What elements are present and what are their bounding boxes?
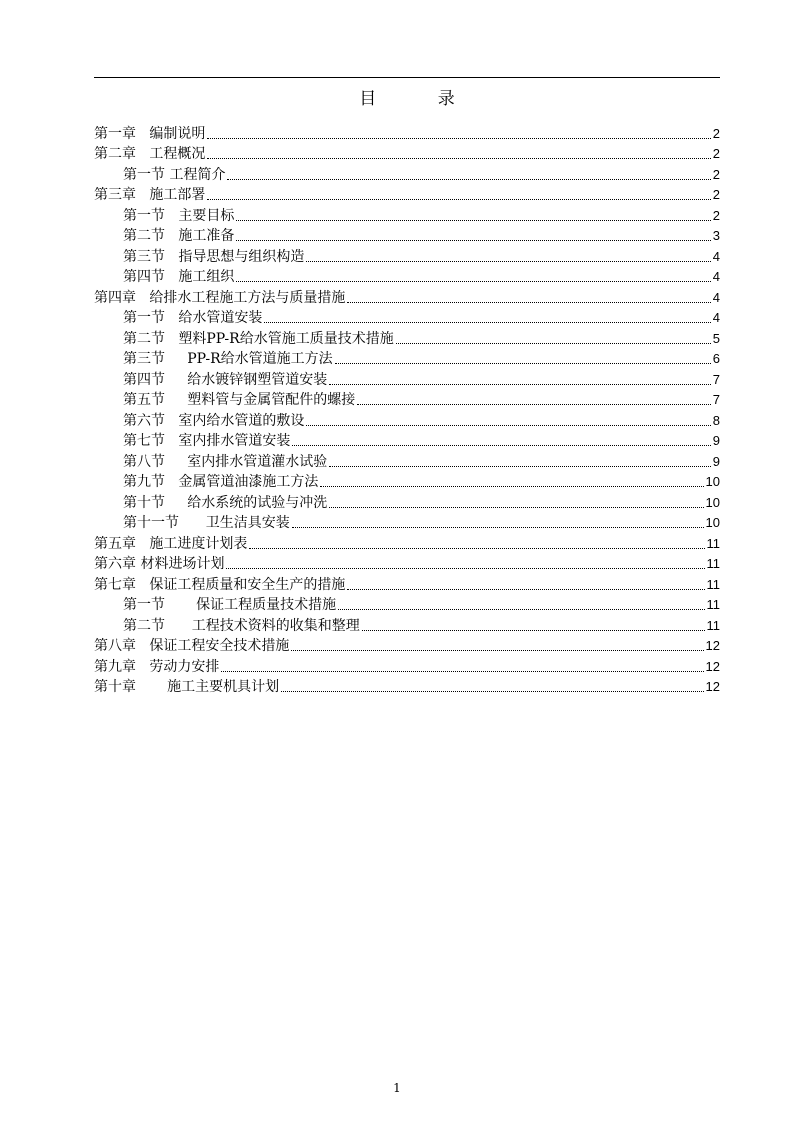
toc-dot-leader [207, 157, 710, 159]
toc-entry-gap [165, 413, 178, 429]
toc-entry-label: 第十节 [123, 494, 165, 511]
toc-entry[interactable] [94, 449, 720, 470]
toc-entry[interactable] [94, 634, 720, 655]
toc-entry-gap [165, 351, 187, 367]
toc-entry-gap [136, 146, 149, 162]
toc-entry-page: 5 [712, 330, 720, 346]
toc-entry-page: 2 [712, 146, 720, 161]
toc-entry-page: 4 [712, 289, 720, 305]
toc-entry-gap [136, 638, 149, 654]
toc-entry-title: 指导思想与组织构造 [178, 248, 305, 265]
toc-entry[interactable] [94, 654, 720, 675]
toc-entry-title: 给水管道安装 [178, 310, 263, 326]
toc-entry-gap [165, 372, 187, 388]
toc-dot-leader [281, 690, 703, 692]
toc-entry-label: 第六节 [123, 412, 165, 429]
toc-dot-leader [221, 670, 703, 672]
toc-entry[interactable] [94, 121, 720, 142]
toc-entry-label: 第六章 [94, 556, 136, 572]
toc-entry-title: 金属管道油漆施工方法 [178, 474, 319, 490]
toc-entry-gap [179, 515, 206, 531]
toc-entry-title: 保证工程安全技术措施 [149, 638, 290, 654]
toc-dot-leader [291, 649, 703, 651]
toc-entry-title: 工程概况 [149, 146, 206, 162]
toc-entry[interactable] [94, 429, 720, 450]
toc-entry-gap [165, 310, 178, 326]
toc-entry-title: 塑料管与金属管配件的螺接 [187, 392, 356, 408]
toc-entry[interactable] [94, 142, 720, 163]
toc-entry-title: 施工主要机具计划 [167, 679, 280, 695]
toc-entry-title: 室内排水管道灌水试验 [187, 453, 328, 470]
toc-entry[interactable] [94, 244, 720, 265]
toc-entry-title: 给水镀锌钢塑管道安装 [187, 371, 328, 388]
toc-entry-label: 第一章 [94, 125, 136, 142]
toc-entry-page: 2 [712, 187, 720, 202]
toc-entry[interactable] [94, 306, 720, 327]
page-title: 目 录 [359, 89, 483, 109]
toc-dot-leader [357, 403, 711, 405]
toc-entry-title: 工程简介 [169, 166, 226, 183]
toc-entry-label: 第十一节 [123, 515, 179, 531]
toc-entry-page: 10 [705, 515, 720, 530]
toc-entry-page: 12 [705, 679, 720, 694]
toc-entry-gap [165, 208, 178, 224]
toc-entry[interactable] [94, 285, 720, 306]
toc-entry-label: 第三节 [123, 248, 165, 265]
toc-entry-page: 11 [706, 597, 720, 612]
toc-entry-title: 室内给水管道的敷设 [178, 412, 305, 429]
toc-entry-label: 第二节 [123, 228, 165, 244]
toc-entry[interactable] [94, 162, 720, 183]
toc-entry-page: 11 [706, 576, 720, 592]
toc-entry[interactable] [94, 572, 720, 593]
toc-dot-leader [236, 280, 710, 282]
toc-entry-gap [165, 228, 178, 244]
toc-entry-gap [165, 474, 178, 490]
toc-entry-title: 施工准备 [178, 228, 235, 244]
toc-dot-leader [292, 444, 710, 446]
toc-entry-gap [165, 331, 178, 347]
toc-dot-leader [236, 219, 710, 221]
toc-dot-leader [226, 567, 704, 569]
toc-entry-page: 9 [712, 453, 720, 469]
toc-entry-page: 11 [706, 556, 720, 571]
toc-entry-page: 9 [712, 433, 720, 448]
toc-entry-page: 7 [712, 371, 720, 387]
toc-entry[interactable] [94, 326, 720, 347]
toc-dot-leader [249, 547, 704, 549]
toc-entry-gap [136, 536, 149, 552]
toc-entry[interactable] [94, 183, 720, 204]
toc-entry-page: 3 [712, 228, 720, 243]
header-rule [94, 77, 720, 78]
toc-dot-leader [347, 301, 710, 303]
toc-entry-gap [136, 577, 149, 593]
toc-entry-label: 第四节 [123, 371, 165, 388]
toc-dot-leader [306, 424, 710, 426]
toc-dot-leader [329, 506, 703, 508]
toc-dot-leader [292, 526, 704, 528]
toc-entry-gap [165, 618, 192, 634]
toc-entry-label: 第九节 [123, 474, 165, 490]
toc-entry-page: 2 [712, 125, 720, 141]
toc-entry-page: 4 [712, 269, 720, 284]
toc-entry-gap [136, 290, 149, 306]
toc-entry[interactable] [94, 203, 720, 224]
toc-entry[interactable] [94, 552, 720, 573]
toc-entry-label: 第一节 [123, 207, 165, 224]
toc-entry-page: 12 [705, 658, 720, 674]
toc-entry-page: 4 [712, 310, 720, 325]
toc-dot-leader [306, 260, 710, 262]
toc-entry-title: 施工部署 [149, 187, 206, 203]
toc-entry-label: 第四节 [123, 269, 165, 285]
toc-entry-gap [165, 433, 178, 449]
toc-entry-label: 第一节 [123, 166, 165, 183]
toc-entry-label: 第五节 [123, 392, 165, 408]
toc-entry-page: 12 [705, 638, 720, 653]
toc-entry-title: 劳动力安排 [149, 658, 220, 675]
toc-entry-title: PP-R给水管道施工方法 [187, 351, 333, 367]
toc-entry-gap [165, 392, 187, 408]
toc-entry-title: 工程技术资料的收集和整理 [191, 617, 360, 634]
toc-entry-label: 第二节 [123, 617, 165, 634]
toc-entry-page: 8 [712, 412, 720, 428]
toc-entry-page: 11 [706, 535, 720, 551]
toc-entry-gap [136, 187, 149, 203]
toc-entry-label: 第十章 [94, 679, 136, 695]
toc-entry-label: 第四章 [94, 289, 136, 306]
toc-entry-label: 第一节 [123, 310, 165, 326]
toc-entry-label: 第二章 [94, 146, 136, 162]
toc-entry-title: 给排水工程施工方法与质量措施 [149, 289, 346, 306]
toc-entry[interactable] [94, 367, 720, 388]
toc-entry[interactable] [94, 224, 720, 245]
toc-entry[interactable] [94, 675, 720, 696]
toc-entry-title: 施工组织 [178, 269, 235, 285]
page-number: 1 [393, 1081, 401, 1095]
toc-entry-label: 第七章 [94, 576, 136, 593]
toc-dot-leader [264, 321, 710, 323]
toc-entry-title: 卫生洁具安装 [205, 515, 290, 531]
toc-entry-page: 2 [712, 207, 720, 223]
table-of-contents [94, 121, 720, 695]
toc-entry[interactable] [94, 388, 720, 409]
toc-entry-gap [136, 679, 167, 695]
toc-entry[interactable] [94, 593, 720, 614]
toc-entry-page: 10 [705, 474, 720, 489]
toc-dot-leader [329, 465, 711, 467]
toc-entry-label: 第八节 [123, 453, 165, 470]
toc-entry-label: 第三节 [123, 351, 165, 367]
toc-entry-label: 第九章 [94, 658, 136, 675]
toc-entry-gap [136, 126, 149, 142]
toc-entry-page: 7 [712, 392, 720, 407]
toc-entry-page: 10 [705, 494, 720, 510]
toc-entry-gap [136, 659, 149, 675]
toc-dot-leader [227, 178, 710, 180]
toc-entry[interactable] [94, 408, 720, 429]
toc-entry-label: 第七节 [123, 433, 165, 449]
toc-entry-title: 施工进度计划表 [149, 535, 248, 552]
toc-entry[interactable] [94, 613, 720, 634]
toc-dot-leader [338, 608, 704, 610]
toc-entry[interactable] [94, 347, 720, 368]
toc-entry-label: 第二节 [123, 330, 165, 347]
toc-dot-leader [207, 137, 710, 139]
toc-entry[interactable] [94, 511, 720, 532]
toc-entry-page: 4 [712, 248, 720, 264]
toc-entry-title: 保证工程质量和安全生产的措施 [149, 576, 346, 593]
toc-entry-label: 第三章 [94, 187, 136, 203]
toc-entry-title: 主要目标 [178, 207, 235, 224]
toc-dot-leader [362, 629, 705, 631]
toc-dot-leader [335, 362, 711, 364]
toc-entry-title: 室内排水管道安装 [178, 433, 291, 449]
toc-entry-label: 第八章 [94, 638, 136, 654]
toc-dot-leader [236, 239, 710, 241]
toc-entry-gap [165, 249, 178, 265]
toc-entry-label: 第一节 [123, 597, 165, 613]
toc-entry[interactable] [94, 265, 720, 286]
toc-entry[interactable] [94, 490, 720, 511]
toc-entry-title: 给水系统的试验与冲洗 [187, 494, 328, 511]
toc-entry-gap [165, 597, 196, 613]
toc-entry[interactable] [94, 470, 720, 491]
toc-entry-gap [165, 269, 178, 285]
toc-dot-leader [320, 485, 703, 487]
toc-entry-title: 材料进场计划 [140, 556, 225, 572]
toc-dot-leader [207, 198, 710, 200]
toc-entry-gap [165, 495, 187, 511]
toc-dot-leader [347, 588, 704, 590]
toc-entry-title: 塑料PP-R给水管施工质量技术措施 [178, 330, 394, 347]
toc-entry-title: 编制说明 [149, 125, 206, 142]
toc-entry-page: 11 [706, 617, 720, 633]
toc-entry-gap [165, 454, 187, 470]
toc-entry-label: 第五章 [94, 535, 136, 552]
toc-entry-page: 2 [712, 166, 720, 182]
toc-dot-leader [329, 383, 711, 385]
toc-dot-leader [396, 342, 711, 344]
toc-entry-title: 保证工程质量技术措施 [196, 597, 337, 613]
toc-entry[interactable] [94, 531, 720, 552]
toc-entry-page: 6 [712, 351, 720, 366]
